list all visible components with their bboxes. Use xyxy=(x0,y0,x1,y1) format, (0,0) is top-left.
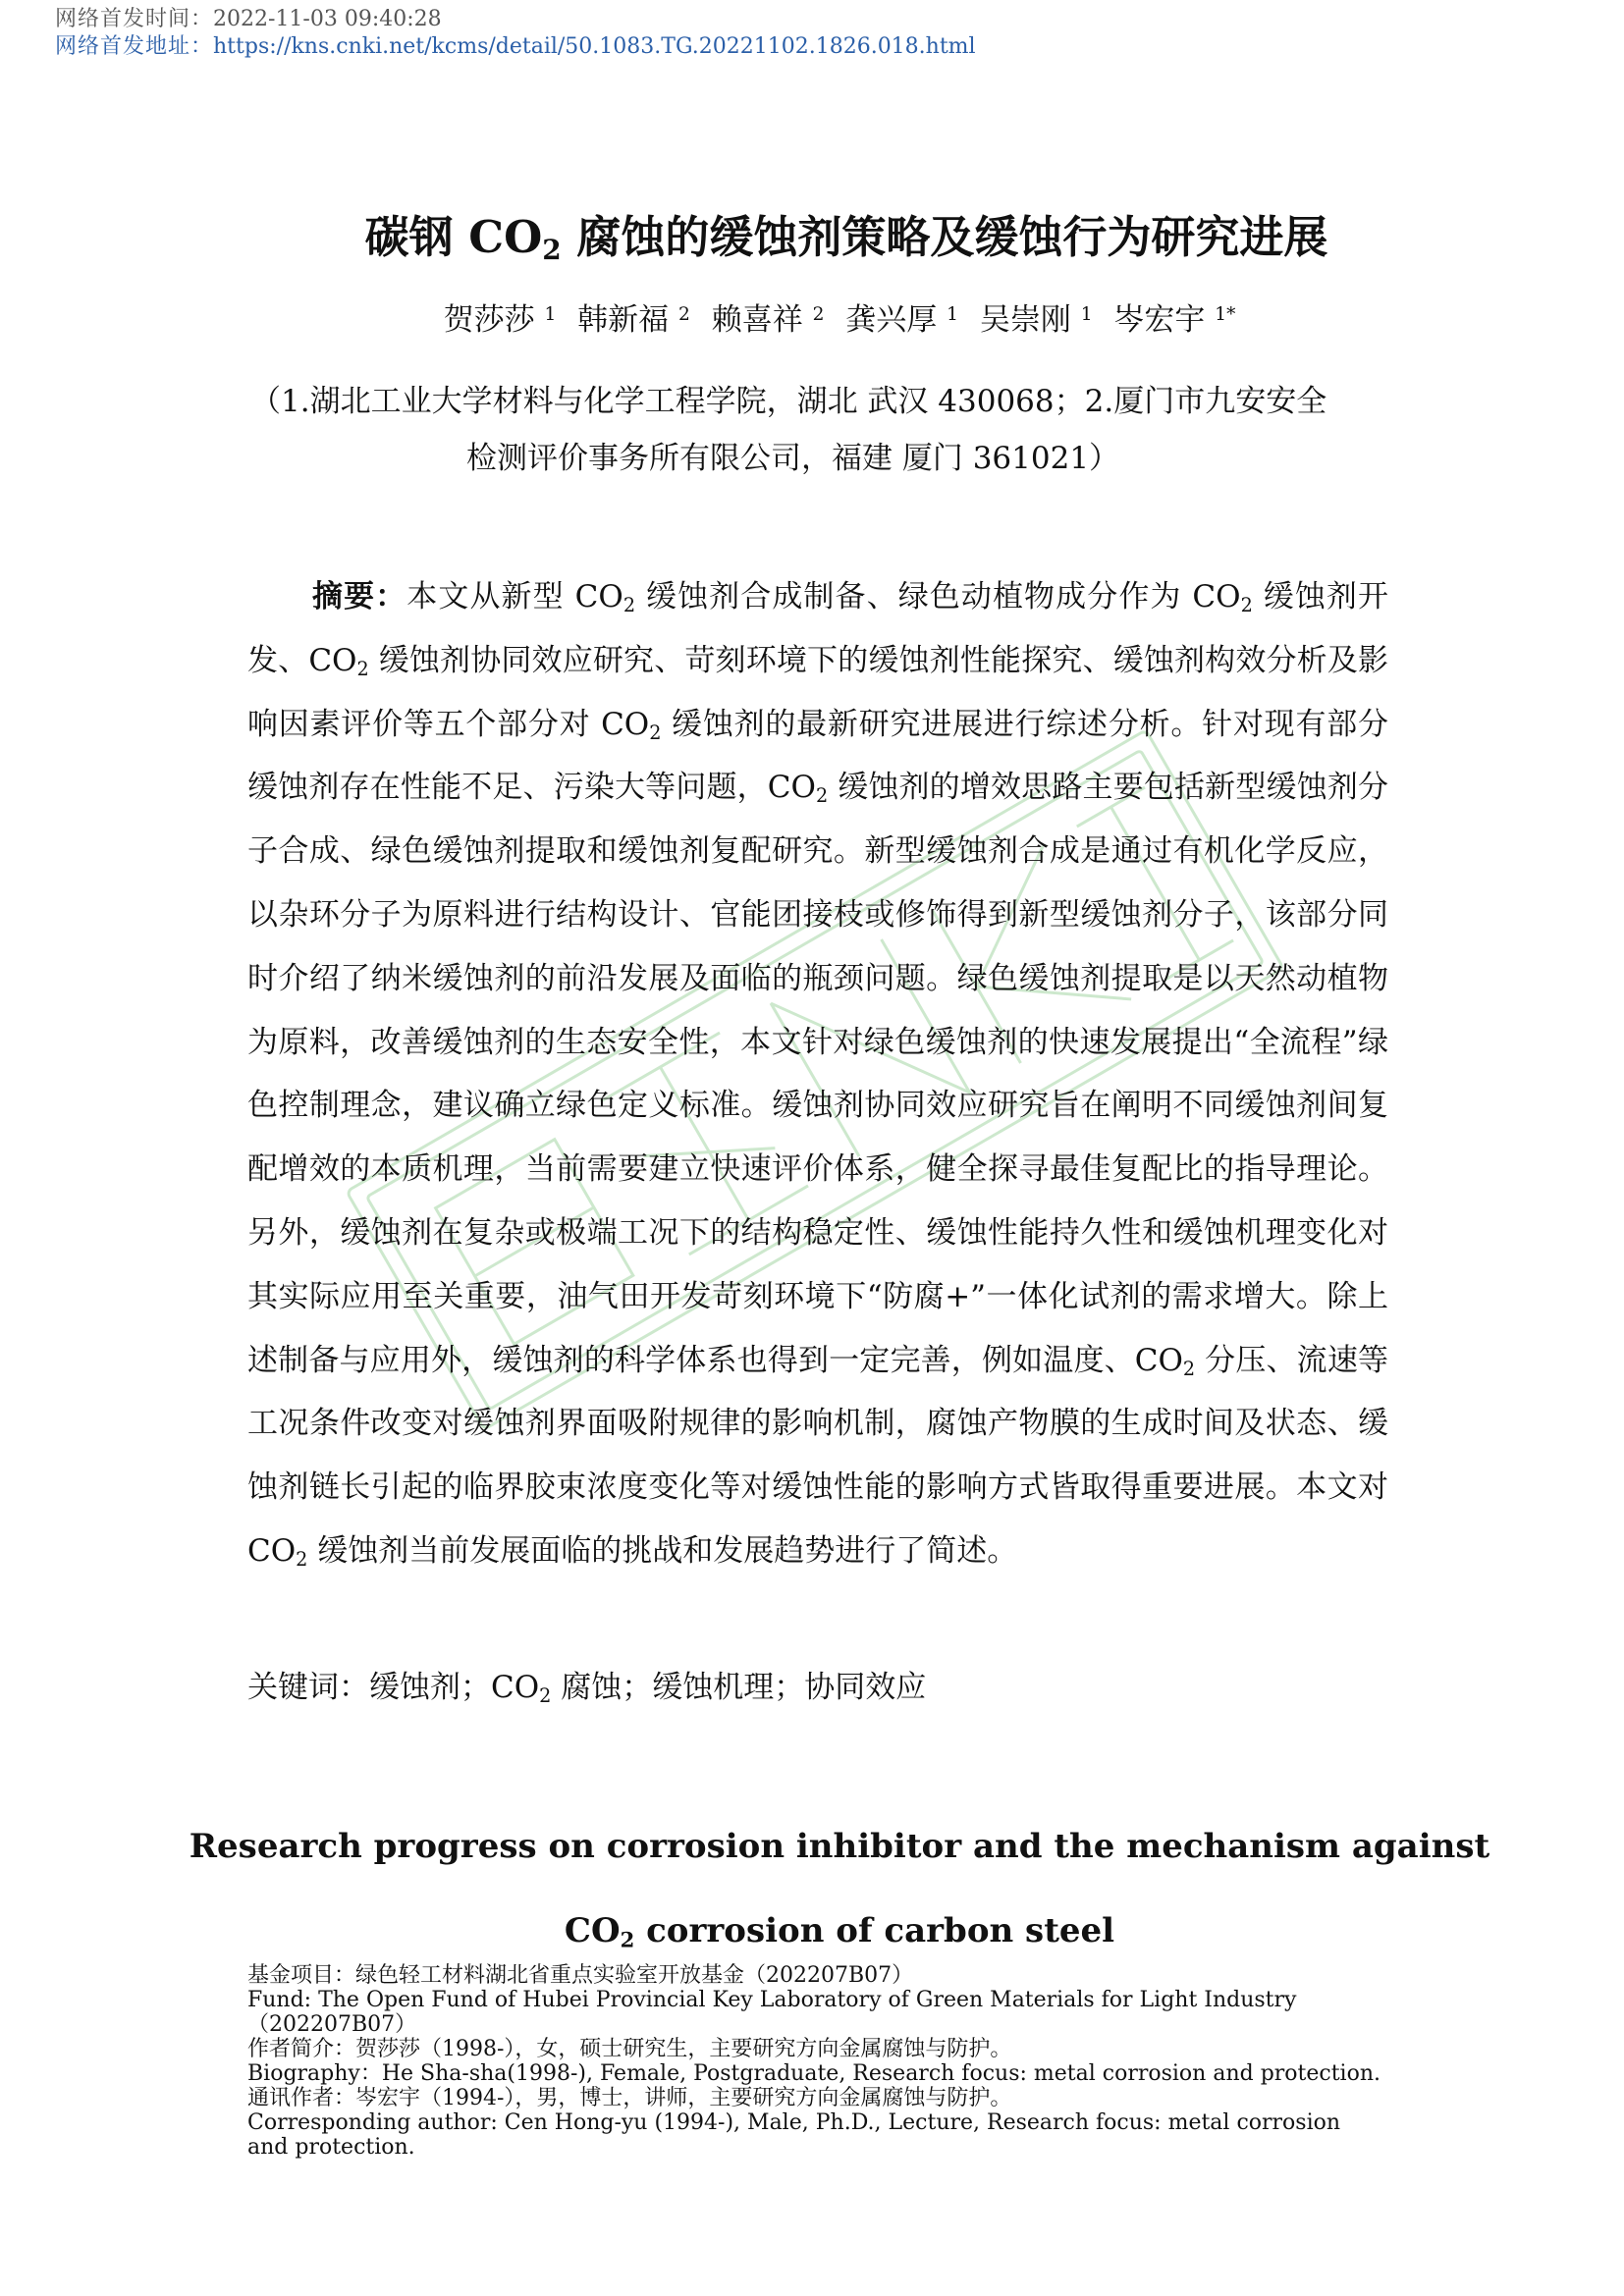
publication-time-label: 网络首发时间： xyxy=(55,7,214,31)
abstract-subscript: 2 xyxy=(1240,593,1253,616)
abstract-text: 缓蚀剂协同效应研究、苛刻环境下的缓蚀剂性能探究、缓蚀剂构效分析及影响因素评价等五个部分对 CO xyxy=(247,642,1388,742)
footnotes xyxy=(247,1963,1386,2160)
affiliation-line: 检测评价事务所有限公司，福建 厦门 361021） xyxy=(466,441,1120,476)
abstract-text: 分压、流速等工况条件改变对缓蚀剂界面吸附规律的影响机制，腐蚀产物膜的生成时间及状态、缓蚀剂链长引起的临界胶束浓度变化等对缓蚀性能的影响方式皆取得重要进展。本文对 CO xyxy=(247,1342,1388,1569)
paper-title-cn xyxy=(0,208,1624,267)
author-affiliation-mark: 1 xyxy=(544,303,557,325)
paper-title-en xyxy=(0,1818,1624,1959)
abstract-subscript: 2 xyxy=(296,1547,308,1571)
author-affiliation-mark: 1 xyxy=(947,303,958,325)
abstract-subscript: 2 xyxy=(649,721,662,744)
abstract-text: 缓蚀剂当前发展面临的挑战和发展趋势进行了简述。 xyxy=(307,1532,1018,1569)
author xyxy=(712,302,825,338)
abstract-text: 缓蚀剂的增效思路主要包括新型缓蚀剂分子合成、绿色缓蚀剂提取和缓蚀剂复配研究。新型缓蚀剂合成是通过有机化学反应，以杂环分子为原料进行结构设计、官能团接枝或修饰得到新型缓蚀剂分子，该部分同时介绍了纳米缓蚀剂的前沿发展及面临的瓶颈问题。绿色缓蚀剂提取是以天然动植物为原料，改善缓蚀剂的生态安全性，本文针对绿色缓蚀剂的快速发展提出“全流程”绿色控制理念，建议确立绿色定义标准。缓蚀剂协同效应研究旨在阐明不同缓蚀剂间复配增效的本质机理，当前需要建立快速评价体系，健全探寻最佳复配比的指导理论。另外，缓蚀剂在复杂或极端工况下的结构稳定性、缓蚀性能持久性和缓蚀机理变化对其实际应用至关重要，油气田开发苛刻环境下“防腐+”一体化试剂的需求增大。除上述制备与应用外，缓蚀剂的科学体系也得到一定完善，例如温度、CO xyxy=(247,770,1388,1378)
title-en-part: corrosion of carbon steel xyxy=(634,1911,1115,1950)
keywords-label: 关键词： xyxy=(247,1670,369,1705)
abstract-subscript: 2 xyxy=(1182,1357,1196,1380)
biography-cn: 作者简介：贺莎莎（1998-），女，硕士研究生，主要研究方向金属腐蚀与防护。 xyxy=(247,2037,1012,2061)
author-name: 贺莎莎 xyxy=(443,302,535,338)
abstract-text: 缓蚀剂的最新研究进展进行综述分析。针对现有部分缓蚀剂存在性能不足、污染大等问题，CO xyxy=(247,706,1388,806)
fund-en: Fund: The Open Fund of Hubei Provincial Key Laboratory of Green Materials for Light Industry（202207B07） xyxy=(247,1988,1297,2037)
abstract-subscript: 2 xyxy=(623,593,636,616)
author-affiliation-mark: 1 xyxy=(1080,303,1093,325)
title-en-part: CO xyxy=(564,1911,621,1950)
abstract-text: 缓蚀剂开发、CO xyxy=(247,579,1389,678)
keywords-cn xyxy=(247,1659,926,1716)
publication-time-value: 2022-11-03 09:40:28 xyxy=(213,7,442,31)
title-en-subscript: 2 xyxy=(620,1927,635,1952)
abstract-subscript: 2 xyxy=(815,784,829,808)
author-name: 韩新福 xyxy=(577,302,670,338)
title-part: 腐蚀的缓蚀剂策略及缓蚀行为研究进展 xyxy=(561,211,1328,263)
author-name: 吴崇刚 xyxy=(979,302,1071,338)
first-publication-header xyxy=(55,6,976,61)
author xyxy=(980,302,1093,338)
author-name: 龚兴厚 xyxy=(845,302,938,338)
abstract-cn xyxy=(247,565,1388,1583)
author xyxy=(1113,302,1235,338)
author-list xyxy=(0,298,1624,342)
abstract-label: 摘要： xyxy=(312,579,407,614)
abstract-text: 本文从新型 CO xyxy=(406,579,623,614)
author-name: 岑宏宇 xyxy=(1113,302,1206,338)
author-affiliation-mark: 1* xyxy=(1215,303,1236,325)
affiliations xyxy=(250,373,1429,487)
author-affiliation-mark: 2 xyxy=(812,303,825,325)
keyword-subscript: 2 xyxy=(539,1683,552,1707)
abstract-subscript: 2 xyxy=(356,657,369,680)
author xyxy=(444,302,557,338)
keyword-text: 腐蚀；缓蚀机理；协同效应 xyxy=(551,1670,927,1705)
publication-address-label: 网络首发地址： xyxy=(55,34,214,59)
title-part: 碳钢 CO xyxy=(364,211,543,263)
keyword-text: 缓蚀剂；CO xyxy=(369,1670,540,1705)
abstract-text: 缓蚀剂合成制备、绿色动植物成分作为 CO xyxy=(635,579,1241,614)
title-en-line1: Research progress on corrosion inhibitor and the mechanism against xyxy=(189,1827,1490,1866)
author-affiliation-mark: 2 xyxy=(678,303,690,325)
author xyxy=(577,302,690,338)
publication-address-row xyxy=(55,33,976,61)
title-en-line2 xyxy=(55,1902,1624,1959)
author-name: 赖喜祥 xyxy=(711,302,803,338)
affiliation-line: （1.湖北工业大学材料与化学工程学院，湖北 武汉 430068；2.厦门市九安安全 xyxy=(250,384,1327,419)
corresponding-author-cn: 通讯作者：岑宏宇（1994-），男，博士，讲师，主要研究方向金属腐蚀与防护。 xyxy=(247,2086,1012,2110)
corresponding-author-en: Corresponding author: Cen Hong-yu (1994-), Male, Ph.D., Lecture, Research focus: metal corrosion and protection. xyxy=(247,2110,1341,2160)
author xyxy=(845,302,958,338)
biography-en: Biography：He Sha-sha(1998-), Female, Postgraduate, Research focus: metal corrosion and protection. xyxy=(247,2061,1381,2086)
title-subscript: 2 xyxy=(542,233,562,266)
fund-cn: 基金项目：绿色轻工材料湖北省重点实验室开放基金（202207B07） xyxy=(247,1963,914,1988)
publication-address-link[interactable]: https://kns.cnki.net/kcms/detail/50.1083.TG.20221102.1826.018.html xyxy=(213,34,976,59)
publication-time-row xyxy=(55,6,976,33)
